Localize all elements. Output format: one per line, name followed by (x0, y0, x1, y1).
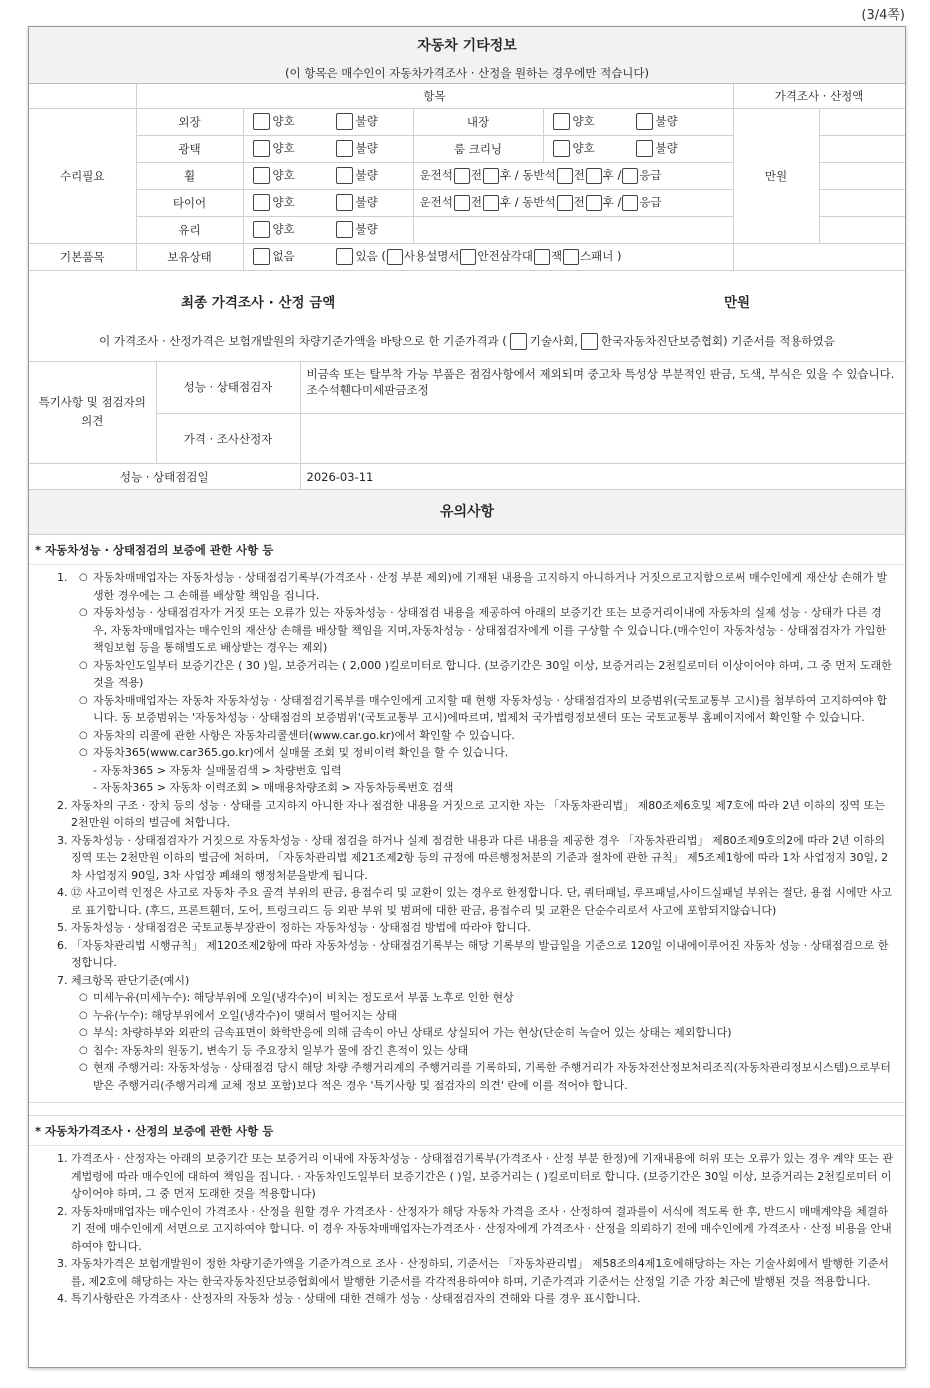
row-label-glass: 유리 (136, 216, 243, 243)
performance-guarantee-title: * 자동차성능 · 상태점검의 보증에 관한 사항 등 (29, 535, 905, 565)
price-guarantee-title: * 자동차가격조사 · 산정의 보증에 관한 사항 등 (29, 1115, 905, 1146)
interior-bad-checkbox[interactable] (636, 113, 653, 130)
list-item: 7. 체크항목 판단기준(예시) ○ 미세누유(미세누수): 해당부위에 오일(냉각수)이 비치는 정도로서 부품 노후로 인한 현상 ○ 누유(누수): 해당부위에서 오일(냉각수)이 맺혀서 떨어지는 상태 ○ 부식: 차량하부와 외판의 금속표면이 화학반응에 의해 금속이 아닌 상태로 상실되어 가는 현상(단순히 녹슬어 있는 상태는 제외합니다) ○ 침수: 자동차의 원동기, 변속기 등 주요장치 일부가 물에 잠긴 흔적이 있는 상태 ○ 현재 주행거리: 자동차성능 · 상태점검 당시 해당 차량 주행거리계의 주행거리를 기록하되, 기록한 주행거리가 자동차전산정보처리조직(자동차관리정보시스템)으로부터 받은 주행거리(주행거리계 교체 정보 포함)보다 적은 경우 '특기사항 및 점검자의 의견' 란에 이를 적어야 합니다. (57, 973, 891, 1092)
list-item: 4. 특기사항란은 가격조사 · 산정자의 자동차 성능 · 상태에 대한 견해가 성능 · 상태점검자의 견해와 다를 경우 표시합니다. (57, 1292, 641, 1305)
possession-none-checkbox[interactable] (253, 248, 270, 265)
manual-checkbox[interactable] (387, 249, 403, 265)
performance-guarantee-section (29, 535, 905, 1103)
bullet-icon: ○ (79, 729, 88, 741)
list-item: 1. 가격조사 · 산정자는 아래의 보증기간 또는 보증거리 이내에 자동차성능 · 상태점검기록부(가격조사 · 산정 부분 한정)에 기재내용에 허위 또는 오류가 있는 경우 계약 또는 관계법령에 따라 매수인에 대하여 책임을 집니다. · 자동차인도일부터 보증기간은 ( )일, 보증거리는 ( )킬로미터로 합니다. (보증기간은 30일 이상, 보증거리는 2천킬로미터 이상이어야 하며, 그 중 먼저 도래한 것을 적용합니다) (57, 1152, 894, 1200)
tire-bad-checkbox[interactable] (336, 194, 353, 211)
section-subtitle: (이 항목은 매수인이 자동차가격조사 · 산정을 원하는 경우에만 적습니다) (284, 66, 650, 80)
row-label-gloss: 광택 (136, 135, 243, 162)
gloss-bad-checkbox[interactable] (336, 140, 353, 157)
interior-good-checkbox[interactable] (553, 113, 570, 130)
repair-table: 항목 가격조사 · 산정액 수리필요 외장 양호 불량 내장 양호 불량 만원 광택 양호 불량 룸 크리닝 양호 불량 휠 양호 불량 운전석 전 후 / 동반석 전 후 / 응급 타이어 양호 불량 운전석 전 후 / 동반석 전 후 / 응급 유리 양호 불량 기본품목 보유상태 없음 있음 ( 사용설명서 안전삼각대 잭 스패너 ) (29, 84, 906, 271)
exterior-good-checkbox[interactable] (253, 113, 270, 130)
bullet-icon: ○ (79, 1009, 88, 1021)
row-label-interior: 내장 (413, 108, 543, 135)
tire-good-checkbox[interactable] (253, 194, 270, 211)
column-header-price: 가격조사 · 산정액 (733, 84, 905, 108)
bullet-icon: ○ (79, 607, 88, 618)
inspection-date-value: 2026-03-11 (300, 464, 905, 490)
wheel-emergency-checkbox[interactable] (622, 168, 638, 184)
bullet-icon: ○ (79, 1062, 88, 1073)
list-item: 5. 자동차성능 · 상태점검은 국토교통부장관이 정하는 자동차성능 · 상태점검 방법에 따라야 합니다. (57, 921, 531, 934)
list-item: 2. 자동차의 구조 · 장치 등의 성능 · 상태를 고지하지 아니한 자나 점검한 내용을 거짓으로 고지한 자는 「자동차관리법」 제80조제6호및 제7호에 따라 2년 이하의 징역 또는 2천만원 이하의 벌금에 처합니다. (57, 798, 885, 829)
repair-needed-label: 수리필요 (29, 108, 136, 243)
tire-passenger-rear-checkbox[interactable] (586, 195, 602, 211)
notice-title: 유의사항 (29, 490, 905, 535)
triangle-checkbox[interactable] (460, 249, 476, 265)
final-price-section (29, 271, 905, 362)
tech-society-checkbox[interactable] (510, 333, 527, 350)
wheel-passenger-front-checkbox[interactable] (557, 168, 573, 184)
wheel-passenger-rear-checkbox[interactable] (586, 168, 602, 184)
list-item: 3. 자동차가격은 보험개발원이 정한 차량기준가액을 기준가격으로 조사 · 산정하되, 기준서는 「자동차관리법」 제58조의4제1호에해당하는 자는 기술사회에서 발행한 기준서를, 제2호에 해당하는 자는 한국자동차진단보증협회에서 발행한 기준서를 각각적용하여야 하며, 기준가격과 기준서는 산정일 기준 가장 최근에 발행된 것을 적용합니다. (57, 1257, 889, 1288)
row-label-exterior: 외장 (136, 108, 243, 135)
perf-inspector-opinion: 비금속 또는 탈부착 가능 부품은 점검사항에서 제외되며 중고차 특성상 부분적인 판금, 도색, 부식은 있을 수 있습니다. 조수석휀다미세판금조정 (300, 362, 905, 414)
price-unit: 만원 (733, 108, 819, 243)
bullet-icon: ○ (79, 659, 88, 671)
document-sheet (28, 26, 906, 1368)
wheel-bad-checkbox[interactable] (336, 167, 353, 184)
price-cell-1[interactable] (819, 108, 905, 135)
kadc-checkbox[interactable] (581, 333, 598, 350)
tire-driver-front-checkbox[interactable] (454, 195, 470, 211)
price-inspector-label: 가격 · 조사산정자 (156, 414, 300, 464)
tire-driver-rear-checkbox[interactable] (483, 195, 499, 211)
wheel-driver-front-checkbox[interactable] (454, 168, 470, 184)
room-cleaning-good-checkbox[interactable] (553, 140, 570, 157)
room-cleaning-bad-checkbox[interactable] (636, 140, 653, 157)
row-label-tire: 타이어 (136, 189, 243, 216)
section-title: 자동차 기타정보 (417, 38, 517, 54)
glass-bad-checkbox[interactable] (336, 221, 353, 238)
row-label-possession: 보유상태 (136, 243, 243, 270)
row-label-wheel: 휠 (136, 162, 243, 189)
final-price-note: 이 가격조사 · 산정가격은 보험개발원의 차량기준가액을 바탕으로 한 기준가격과 ( 기술사회, 한국자동차진단보증협회) 기준서를 적용하였음 (99, 333, 835, 348)
tire-passenger-front-checkbox[interactable] (557, 195, 573, 211)
list-item: 2. 자동차매매업자는 매수인이 가격조사 · 산정을 원할 경우 가격조사 · 산정자가 해당 자동차 가격을 조사 · 산정하여 결과를이 서식에 적도록 한 후, 반드시 매매계약을 체결하기 전에 매수인에게 서면으로 고지하여야 합니다. 이 경우 자동차매매업자는가격조사 · 산정자에게 가격조사 · 산정을 의뢰하기 전에 매수인에게 가격조사 · 산정 비용을 안내하여야 합니다. (57, 1204, 892, 1253)
tire-emergency-checkbox[interactable] (622, 195, 638, 211)
bullet-icon: ○ (79, 572, 88, 583)
list-item: 1. ○ 자동차매매업자는 자동차성능 · 상태점검기록부(가격조사 · 산정 부분 제외)에 기재된 내용을 고지하지 아니하거나 거짓으로고지함으로써 매수인에게 재산상 손해가 발생한 경우에는 그 손해를 배상할 책임을 집니다. ○ 자동차성능 · 상태점검자가 거짓 또는 오류가 있는 자동차성능 · 상태점검 내용을 제공하여 아래의 보증기간 또는 보증거리이내에 자동차의 실제 성능 · 상태가 다른 경우, 자동차매매업자는 매수인의 재산상 손해를 배상할 책임을 지며,자동차성능 · 상태점검자에게 이를 구상할 수 있습니다.(매수인이 자동차성능 · 상태점검자가 가입한 책임보험 등을 통해별도로 배상받는 경우는 제외) ○ 자동차인도일부터 보증기간은 ( 30 )일, 보증거리는 ( 2,000 )킬로미터로 합니다. (보증기간은 30일 이상, 보증거리는 2천킬로미터 이상이어야 하며, 그 중 먼저 도래한 것을 적용) ○ 자동차매매업자는 자동차 자동차성능 · 상태점검기록부를 매수인에게 고지할 때 현행 자동차성능 · 상태점검자의 보증범위(국토교통부 고시)를 첨부하여 고지하여야 합니다. 동 보증범위는 '자동차성능 · 상태점검의 보증범위'(국토교통부 고시)에따르며, 법제처 국가법령정보센터 또는 국토교통부 홈페이지에서 확인할 수 있습니다. ○ 자동차의 리콜에 관한 사항은 자동차리콜센터(www.car.go.kr)에서 확인할 수 있습니다. ○ 자동차365(www.car365.go.kr)에서 실매물 조회 및 정비이력 확인을 할 수 있습니다. - 자동차365 > 자동차 실매물검색 > 차량번호 입력 - 자동차365 > 자동차 이력조회 > 매매용차량조회 > 자동차등록번호 검색 (57, 571, 892, 794)
basic-items-label: 기본품목 (29, 243, 136, 270)
remarks-table (29, 362, 906, 491)
final-price-unit: 만원 (724, 294, 751, 311)
final-price-label: 최종 가격조사 · 산정 금액 (181, 294, 336, 311)
row-label-room-cleaning: 룸 크리닝 (413, 135, 543, 162)
perf-inspector-label: 성능 · 상태점검자 (156, 362, 300, 414)
other-info-header (29, 27, 905, 84)
column-header-item: 항목 (136, 84, 733, 108)
price-cell-3[interactable] (819, 162, 905, 189)
page-number: (3/4쪽) (861, 8, 905, 23)
bullet-icon: ○ (79, 694, 88, 706)
gloss-good-checkbox[interactable] (253, 140, 270, 157)
exterior-bad-checkbox[interactable] (336, 113, 353, 130)
wheel-good-checkbox[interactable] (253, 167, 270, 184)
list-item: 4. ⑫ 사고이력 인정은 사고로 자동차 주요 골격 부위의 판금, 용접수리 및 교환이 있는 경우로 한정합니다. 단, 쿼터패널, 루프패널,사이드실패널 부위는 절단, 용접 시에만 사고로 표기합니다. (후드, 프론트휀더, 도어, 트렁크리드 등 외판 부위 및 범퍼에 대한 판금, 용접수리 및 교환은 단순수리로서 사고에 포함되지않습니다) (57, 886, 892, 917)
remarks-label: 특기사항 및 점검자의 의견 (29, 362, 156, 464)
jack-checkbox[interactable] (534, 249, 550, 265)
inspection-date-label: 성능 · 상태점검일 (29, 464, 300, 490)
possession-have-checkbox[interactable] (336, 248, 353, 265)
bullet-icon: ○ (79, 1044, 88, 1056)
price-cell-4[interactable] (819, 189, 905, 216)
price-cell-2[interactable] (819, 135, 905, 162)
bullet-icon: ○ (79, 992, 88, 1003)
list-item: 6. 「자동차관리법 시행규칙」 제120조제2항에 따라 자동차성능 · 상태점검기록부는 해당 기록부의 발급일을 기준으로 120일 이내에이루어진 자동차 성능 · 상태점검으로 한정합니다. (57, 938, 889, 969)
bullet-icon: ○ (79, 1027, 88, 1038)
list-item: 3. 자동차성능 · 상태점검자가 거짓으로 자동차성능 · 상태 점검을 하거나 실제 점검한 내용과 다른 내용을 제공한 경우 「자동차관리법」 제80조제9호의2에 따라 2년 이하의 징역 또는 2천만원 이하의 벌금에 처하며, 「자동차관리법 제21조제2항 등의 규정에 따른행정처분의 기준과 절차에 관한 규칙」 제5조제1항에 따라 1차 사업정지 30일, 2차 사업정지 90일, 3차 사업장 폐쇄의 행정처분을받게 됩니다. (57, 833, 889, 882)
glass-good-checkbox[interactable] (253, 221, 270, 238)
price-inspector-opinion (300, 414, 905, 464)
bullet-icon: ○ (79, 747, 88, 758)
spanner-checkbox[interactable] (563, 249, 579, 265)
price-cell-5[interactable] (819, 216, 905, 243)
price-guarantee-section (29, 1115, 905, 1316)
wheel-driver-rear-checkbox[interactable] (483, 168, 499, 184)
